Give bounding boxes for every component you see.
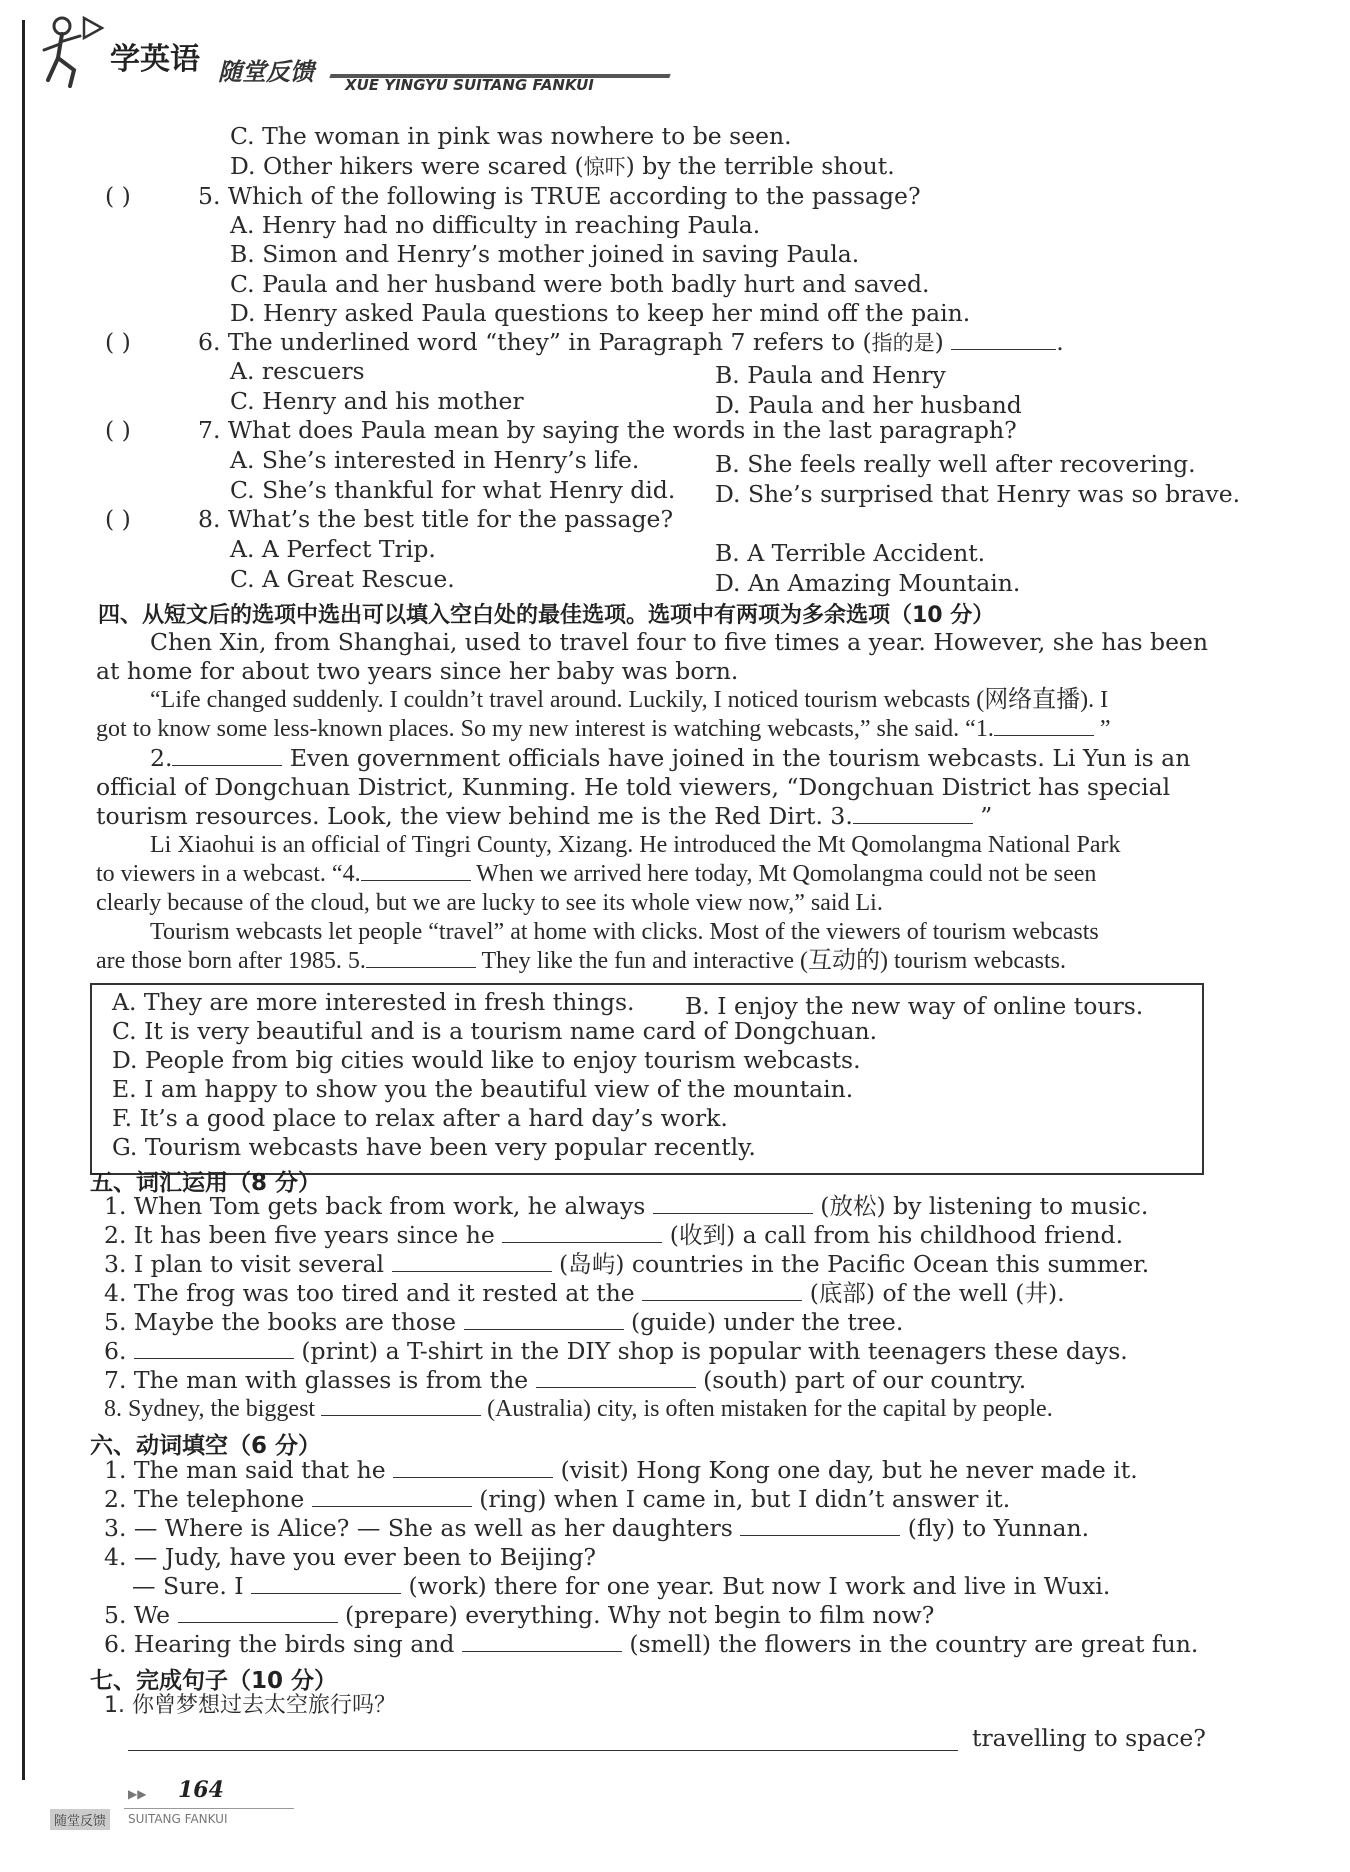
- q5-stem: 5. Which of the following is TRUE according to the passage?: [198, 182, 921, 210]
- q7-option-d: D. She’s surprised that Henry was so brave.: [715, 480, 1241, 508]
- s6-item-4: 4. — Judy, have you ever been to Beijing?: [104, 1543, 596, 1571]
- s4-text-line: are those born after 1985. 5. They like the fun and interactive (互动的) tourism webcasts.: [96, 948, 1066, 974]
- answer-paren[interactable]: ( ): [105, 416, 131, 444]
- s4-text-line: Chen Xin, from Shanghai, used to travel four to five times a year. However, she has been: [150, 628, 1209, 656]
- arrow-icon: ▶▶: [128, 1787, 147, 1801]
- q5-option-c: C. Paula and her husband were both badly hurt and saved.: [230, 270, 930, 298]
- s4-option-g: G. Tourism webcasts have been very popular recently.: [112, 1133, 756, 1161]
- blank-3[interactable]: [853, 803, 973, 824]
- q4-option-d: D. Other hikers were scared (惊吓) by the terrible shout.: [230, 152, 895, 180]
- s6-item-3: 3. — Where is Alice? — She as well as her daughters (fly) to Yunnan.: [104, 1514, 1090, 1542]
- answer-paren[interactable]: ( ): [105, 182, 131, 210]
- q8-option-a: A. A Perfect Trip.: [230, 535, 436, 563]
- q8-option-b: B. A Terrible Accident.: [715, 539, 986, 567]
- section6-heading: 六、动词填空（6 分）: [90, 1433, 322, 1459]
- s5-item-6: 6. (print) a T-shirt in the DIY shop is popular with teenagers these days.: [104, 1337, 1128, 1365]
- q8-option-d: D. An Amazing Mountain.: [715, 569, 1021, 597]
- q4-option-c: C. The woman in pink was nowhere to be seen.: [230, 122, 792, 150]
- answer-blank[interactable]: [321, 1395, 481, 1416]
- section7-heading: 七、完成句子（10 分）: [90, 1668, 338, 1694]
- s4-option-b: B. I enjoy the new way of online tours.: [685, 992, 1144, 1020]
- q8-stem: 8. What’s the best title for the passage?: [198, 505, 674, 533]
- s5-item-8: 8. Sydney, the biggest (Australia) city, is often mistaken for the capital by people.: [104, 1396, 1053, 1422]
- s7-q1: 1. 你曾梦想过去太空旅行吗？: [104, 1693, 396, 1718]
- header-title: 学英语: [110, 42, 200, 77]
- answer-blank[interactable]: [462, 1631, 622, 1652]
- q6-option-d: D. Paula and her husband: [715, 391, 1022, 419]
- s4-option-c: C. It is very beautiful and is a tourism name card of Dongchuan.: [112, 1017, 878, 1045]
- s5-item-1: 1. When Tom gets back from work, he always (放松) by listening to music.: [104, 1192, 1149, 1220]
- s4-text-line: Li Xiaohui is an official of Tingri County, Xizang. He introduced the Mt Qomolangma National Park: [150, 832, 1121, 858]
- s4-text-line: official of Dongchuan District, Kunming. He told viewers, “Dongchuan District has special: [96, 773, 1171, 801]
- q7-stem: 7. What does Paula mean by saying the words in the last paragraph?: [198, 416, 1017, 444]
- s4-text-line: clearly because of the cloud, but we are lucky to see its whole view now,” said Li.: [96, 890, 883, 916]
- q7-option-b: B. She feels really well after recovering.: [715, 450, 1196, 478]
- footer-label-en: SUITANG FANKUI: [128, 1812, 228, 1826]
- q6-option-a: A. rescuers: [230, 357, 365, 385]
- footer-label-cn: 随堂反馈: [50, 1809, 110, 1830]
- q5-option-b: B. Simon and Henry’s mother joined in saving Paula.: [230, 240, 860, 268]
- s5-item-3: 3. I plan to visit several (岛屿) countries in the Pacific Ocean this summer.: [104, 1250, 1150, 1278]
- s5-item-5: 5. Maybe the books are those (guide) under the tree.: [104, 1308, 904, 1336]
- answer-blank[interactable]: [312, 1486, 472, 1507]
- section5-heading: 五、词汇运用（8 分）: [90, 1170, 322, 1196]
- runner-logo-icon: [40, 14, 108, 90]
- answer-blank[interactable]: [536, 1367, 696, 1388]
- answer-blank[interactable]: [392, 1251, 552, 1272]
- s6-item-6: 6. Hearing the birds sing and (smell) the flowers in the country are great fun.: [104, 1630, 1199, 1658]
- answer-blank[interactable]: [393, 1457, 553, 1478]
- s4-option-e: E. I am happy to show you the beautiful view of the mountain.: [112, 1075, 854, 1103]
- q5-option-d: D. Henry asked Paula questions to keep her mind off the pain.: [230, 299, 971, 327]
- blank-1[interactable]: [994, 715, 1094, 736]
- s6-item-1: 1. The man said that he (visit) Hong Kong one day, but he never made it.: [104, 1456, 1138, 1484]
- answer-blank[interactable]: [178, 1602, 338, 1623]
- blank-2[interactable]: [172, 745, 282, 766]
- left-margin-rule: [22, 20, 25, 1780]
- s4-option-a: A. They are more interested in fresh things.: [112, 988, 635, 1016]
- q8-option-c: C. A Great Rescue.: [230, 565, 455, 593]
- s4-text-line: “Life changed suddenly. I couldn’t travel around. Luckily, I noticed tourism webcasts (网络直播). I: [150, 687, 1109, 713]
- q6-option-c: C. Henry and his mother: [230, 387, 524, 415]
- header: [40, 14, 660, 94]
- answer-blank[interactable]: [134, 1338, 294, 1359]
- blank-5[interactable]: [366, 947, 476, 968]
- q7-option-a: A. She’s interested in Henry’s life.: [230, 446, 640, 474]
- q5-option-a: A. Henry had no difficulty in reaching Paula.: [230, 211, 761, 239]
- q6-blank[interactable]: [951, 329, 1056, 350]
- q7-option-c: C. She’s thankful for what Henry did.: [230, 476, 676, 504]
- s7-q1-tail: travelling to space?: [972, 1724, 1206, 1752]
- answer-blank[interactable]: [502, 1222, 662, 1243]
- q6-stem: 6. The underlined word “they” in Paragraph 7 refers to (指的是) .: [198, 328, 1064, 356]
- answer-blank[interactable]: [464, 1309, 624, 1330]
- s4-text-line: tourism resources. Look, the view behind me is the Red Dirt. 3. ”: [96, 802, 993, 830]
- page-number: 164: [178, 1777, 224, 1803]
- s4-text-line: Tourism webcasts let people “travel” at home with clicks. Most of the viewers of tourism webcasts: [150, 919, 1099, 945]
- answer-blank[interactable]: [642, 1280, 802, 1301]
- answer-blank[interactable]: [251, 1573, 401, 1594]
- s6-item-2: 2. The telephone (ring) when I came in, but I didn’t answer it.: [104, 1485, 1011, 1513]
- s7-q1-answer-line[interactable]: [128, 1750, 958, 1751]
- answer-paren[interactable]: ( ): [105, 505, 131, 533]
- s4-text-line: got to know some less-known places. So my new interest is watching webcasts,” she said. “1. ”: [96, 716, 1111, 742]
- answer-blank[interactable]: [653, 1193, 813, 1214]
- s6-item-4-answer: — Sure. I (work) there for one year. But now I work and live in Wuxi.: [132, 1572, 1111, 1600]
- footer: [48, 1775, 278, 1835]
- header-latin: XUE YINGYU SUITANG FANKUI: [345, 76, 594, 94]
- footer-rule: [124, 1808, 294, 1809]
- s4-text-line: at home for about two years since her baby was born.: [96, 657, 739, 685]
- answer-blank[interactable]: [740, 1515, 900, 1536]
- s5-item-2: 2. It has been five years since he (收到) a call from his childhood friend.: [104, 1221, 1124, 1249]
- q6-option-b: B. Paula and Henry: [715, 361, 946, 389]
- s4-option-f: F. It’s a good place to relax after a hard day’s work.: [112, 1104, 728, 1132]
- section4-heading: 四、从短文后的选项中选出可以填入空白处的最佳选项。选项中有两项为多余选项（10 分）: [98, 603, 995, 628]
- s5-item-7: 7. The man with glasses is from the (south) part of our country.: [104, 1366, 1027, 1394]
- s4-option-d: D. People from big cities would like to enjoy tourism webcasts.: [112, 1046, 861, 1074]
- s6-item-5: 5. We (prepare) everything. Why not begin to film now?: [104, 1601, 935, 1629]
- blank-4[interactable]: [361, 860, 471, 881]
- s4-text-line: to viewers in a webcast. “4. When we arrived here today, Mt Qomolangma could not be seen: [96, 861, 1097, 887]
- s5-item-4: 4. The frog was too tired and it rested at the (底部) of the well (井).: [104, 1279, 1065, 1307]
- s4-text-line: 2. Even government officials have joined in the tourism webcasts. Li Yun is an: [150, 744, 1191, 772]
- header-subtitle: 随堂反馈: [218, 58, 314, 86]
- answer-paren[interactable]: ( ): [105, 328, 131, 356]
